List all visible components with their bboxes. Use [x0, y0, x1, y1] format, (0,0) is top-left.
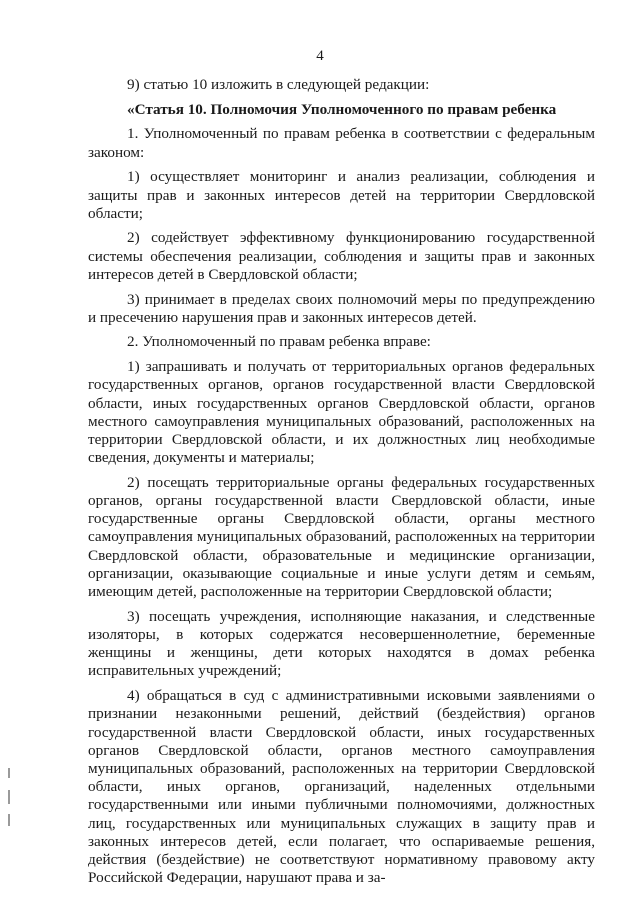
- paragraph-part-1-item-3: 3) принимает в пределах своих полномочий меры по предупреждению и пресечению нарушения прав и законных интересов детей.: [88, 290, 595, 326]
- paragraph-part-1-item-2: 2) содействует эффективному функционированию государственной системы обеспечения реализации, соблюдения и защиты прав и законных интересов детей в Свердловской области;: [88, 229, 595, 283]
- paragraph-part-2-item-2: 2) посещать территориальные органы федеральных государственных органов, органы государственной власти Свердловской области, иные государственные органы Свердловской области, органы местного самоуправления муниципальных образований, расположенных на территории Свердловской области, образовательные и медицинские организации, организации, оказывающие социальные и иные услуги детям и семьям, имеющим детей, расположенные на территории Свердловской области;: [88, 473, 595, 601]
- scan-margin-mark: [8, 768, 10, 778]
- document-body: [88, 76, 595, 894]
- paragraph-amendment-intro: 9) статью 10 изложить в следующей редакции:: [127, 76, 430, 93]
- paragraph-part-1: 1. Уполномоченный по правам ребенка в соответствии с федеральным законом:: [88, 125, 595, 161]
- scan-margin-mark: [8, 790, 10, 804]
- paragraph-part-1-item-1: 1) осуществляет мониторинг и анализ реализации, соблюдения и защиты прав и законных интересов детей на территории Свердловской области;: [88, 168, 595, 222]
- paragraph-part-2-item-3: 3) посещать учреждения, исполняющие наказания, и следственные изоляторы, в которых содержатся несовершеннолетние, беременные женщины и женщины, дети которых находятся в домах ребенка исправительных учреждений;: [88, 607, 595, 680]
- article-heading: «Статья 10. Полномочия Уполномоченного по правам ребенка: [127, 100, 557, 118]
- paragraph-part-2: 2. Уполномоченный по правам ребенка вправе:: [127, 333, 431, 351]
- page-number: 4: [316, 48, 324, 64]
- scan-margin-mark: [8, 814, 10, 826]
- paragraph-part-2-item-4: 4) обращаться в суд с административными исковыми заявлениями о признании незаконными решений, действий (бездействия) органов государственной власти Свердловской области, иных государственных органов Свердловской области, органов местного самоуправления муниципальных образований, расположенных на территории Свердловской области, иных органов, организаций, наделенных отдельными государственными или иными публичными полномочиями, должностных лиц, государственных или муниципальных служащих в защиту прав и законных интересов детей, если полагает, что оспариваемые решения, действия (бездействие) не соответствуют нормативному правовому акту Российской Федерации, нарушают права и за-: [88, 687, 595, 887]
- paragraph-part-2-item-1: 1) запрашивать и получать от территориальных органов федеральных государственных органов, органов государственной власти Свердловской области, иных государственных органов Свердловской области, органов местного самоуправления муниципальных образований, расположенных на территории Свердловской области, и их должностных лиц необходимые сведения, документы и материалы;: [88, 358, 595, 467]
